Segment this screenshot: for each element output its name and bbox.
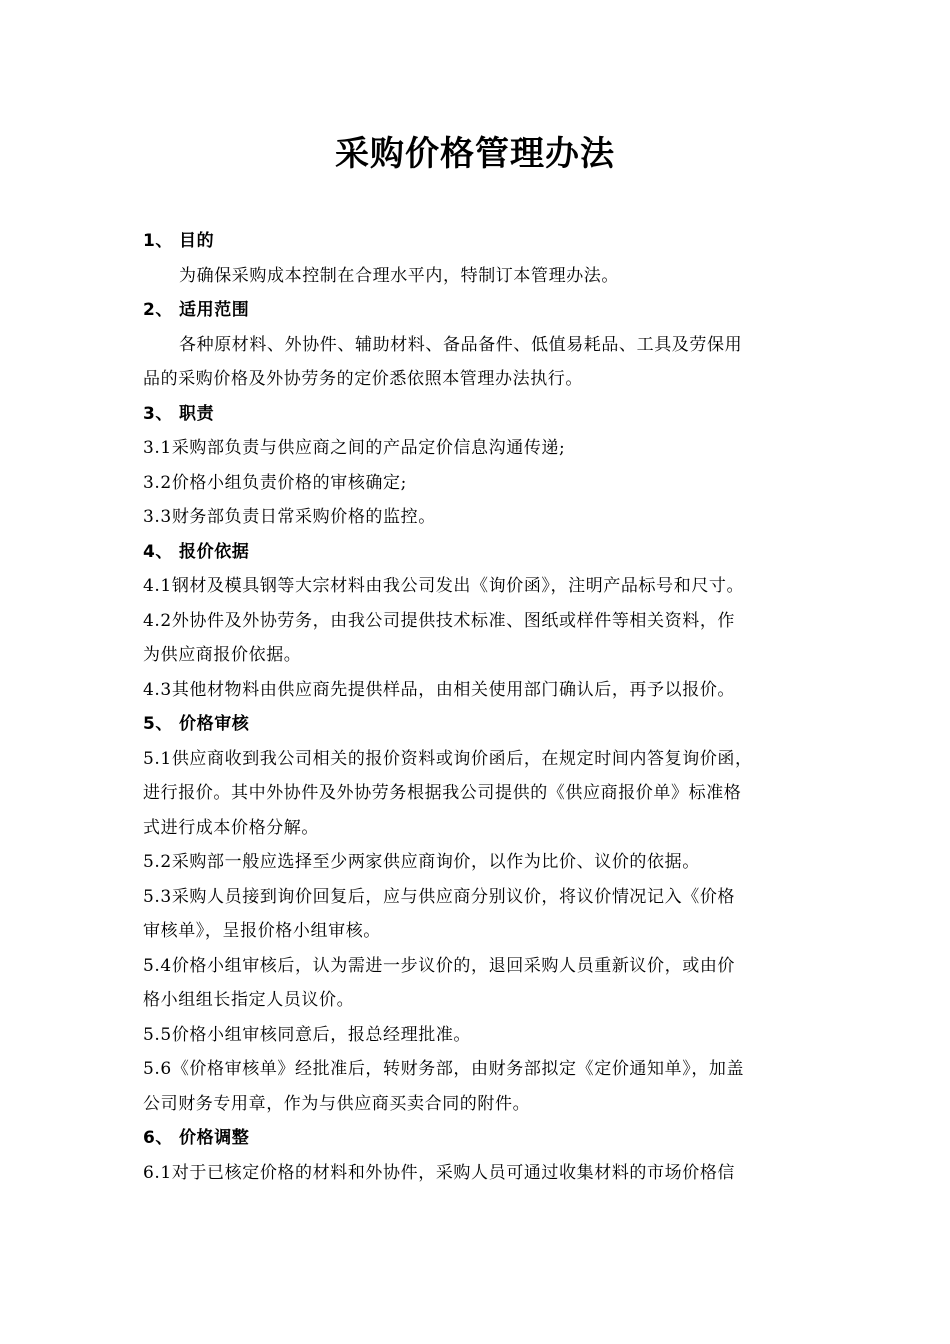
clause-3-2: 3.2价格小组负责价格的审核确定; xyxy=(143,472,407,493)
clause-5-3-cont: 审核单》，呈报价格小组审核。 xyxy=(143,921,381,941)
section-number: 3、 xyxy=(143,403,174,424)
section-heading-2 xyxy=(143,293,813,328)
clause-3-1: 3.1采购部负责与供应商之间的产品定价信息沟通传递; xyxy=(143,438,566,458)
clause-5-1-cont: 式进行成本价格分解。 xyxy=(143,817,319,838)
section-title: 价格调整 xyxy=(179,1128,250,1148)
section-number: 6、 xyxy=(143,1128,174,1148)
section-title: 适用范围 xyxy=(179,300,250,320)
clause-5-6-cont: 公司财务专用章，作为与供应商买卖合同的附件。 xyxy=(143,1093,531,1114)
paragraph-line: 各种原材料、外协件、辅助材料、备品备件、低值易耗品、工具及劳保用 xyxy=(179,334,743,355)
clause-4-2-cont: 为供应商报价依据。 xyxy=(143,645,302,665)
section-number: 4、 xyxy=(143,541,174,562)
section-heading-1 xyxy=(143,224,813,259)
section-heading-6 xyxy=(143,1121,813,1156)
section-title: 价格审核 xyxy=(179,714,250,734)
section-number: 2、 xyxy=(143,300,174,320)
clause-5-2: 5.2采购部一般应选择至少两家供应商询价，以作为比价、议价的依据。 xyxy=(143,852,700,872)
section-heading-3 xyxy=(143,397,813,432)
section-title: 职责 xyxy=(179,403,215,424)
section-number: 1、 xyxy=(143,231,174,251)
section-title: 目的 xyxy=(179,231,215,251)
clause-4-3: 4.3其他材物料由供应商先提供样品，由相关使用部门确认后，再予以报价。 xyxy=(143,679,736,700)
section-number: 5、 xyxy=(143,714,174,734)
document-title: 采购价格管理办法 xyxy=(335,134,615,174)
clause-5-4: 5.4价格小组审核后，认为需进一步议价的，退回采购人员重新议价，或由价 xyxy=(143,955,736,976)
document-body xyxy=(143,224,813,1190)
clause-5-3: 5.3采购人员接到询价回复后，应与供应商分别议价，将议价情况记入《价格 xyxy=(143,886,736,907)
clause-5-4-cont: 格小组组长指定人员议价。 xyxy=(143,990,355,1010)
paragraph-line: 为确保采购成本控制在合理水平内，特制订本管理办法。 xyxy=(179,265,619,286)
clause-5-6: 5.6《价格审核单》经批准后，转财务部，由财务部拟定《定价通知单》，加盖 xyxy=(143,1059,745,1079)
clause-5-1: 5.1供应商收到我公司相关的报价资料或询价函后，在规定时间内答复询价函， xyxy=(143,748,753,769)
clause-5-1-cont: 进行报价。其中外协件及外协劳务根据我公司提供的《供应商报价单》标准格 xyxy=(143,783,742,803)
clause-3-3: 3.3财务部负责日常采购价格的监控。 xyxy=(143,507,436,527)
clause-4-2: 4.2外协件及外协劳务，由我公司提供技术标准、图纸或样件等相关资料，作 xyxy=(143,610,736,631)
paragraph-line: 品的采购价格及外协劳务的定价悉依照本管理办法执行。 xyxy=(143,369,583,389)
section-title: 报价依据 xyxy=(179,541,250,562)
clause-4-1: 4.1钢材及模具钢等大宗材料由我公司发出《询价函》，注明产品标号和尺寸。 xyxy=(143,576,745,596)
section-heading-4 xyxy=(143,535,813,570)
clause-6-1: 6.1对于已核定价格的材料和外协件，采购人员可通过收集材料的市场价格信 xyxy=(143,1162,736,1183)
clause-5-5: 5.5价格小组审核同意后，报总经理批准。 xyxy=(143,1024,472,1045)
section-heading-5 xyxy=(143,707,813,742)
